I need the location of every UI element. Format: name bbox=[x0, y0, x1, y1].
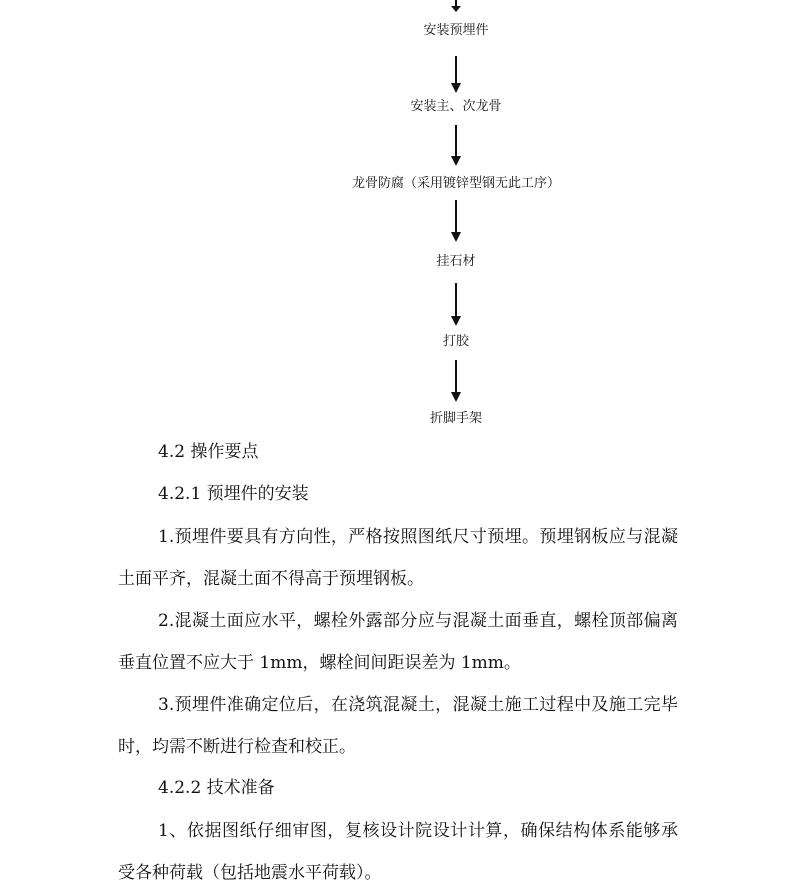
paragraph: 1.预埋件要具有方向性，严格按照图纸尺寸预埋。预埋钢板应与混凝土面平齐，混凝土面不得高于预埋钢板。 bbox=[118, 527, 678, 589]
subsection-heading: 4.2.1 预埋件的安装 bbox=[158, 484, 309, 504]
flow-arrow-icon bbox=[451, 283, 461, 326]
paragraph: 3.预埋件准确定位后，在浇筑混凝土，混凝土施工过程中及施工完毕时，均需不断进行检查和校正。 bbox=[118, 695, 678, 757]
flow-arrow-icon bbox=[451, 360, 461, 402]
paragraph: 2.混凝土面应水平，螺栓外露部分应与混凝土面垂直，螺栓顶部偏离垂直位置不应大于 1mm，螺栓间间距误差为 1mm。 bbox=[118, 611, 678, 673]
subsection-heading: 4.2.2 技术准备 bbox=[158, 778, 275, 798]
flow-arrow-icon bbox=[451, 200, 461, 242]
flow-arrow-icon bbox=[451, 125, 461, 166]
process-flowchart bbox=[0, 0, 793, 430]
flow-arrow-icon bbox=[451, 56, 461, 93]
flow-arrow-icon bbox=[451, 0, 461, 12]
flow-step: 折脚手架 bbox=[429, 411, 482, 426]
flow-step: 挂石材 bbox=[436, 254, 476, 269]
flow-step: 龙骨防腐（采用镀锌型钢无此工序） bbox=[351, 176, 560, 191]
paragraph: 1、依据图纸仔细审图，复核设计院设计计算，确保结构体系能够承受各种荷载（包括地震水平荷载）。 bbox=[118, 821, 678, 883]
section-heading: 4.2 操作要点 bbox=[158, 442, 259, 462]
flow-step: 打胶 bbox=[442, 334, 469, 349]
flow-step: 安装主、次龙骨 bbox=[410, 99, 502, 114]
flow-step: 安装预埋件 bbox=[423, 23, 489, 38]
